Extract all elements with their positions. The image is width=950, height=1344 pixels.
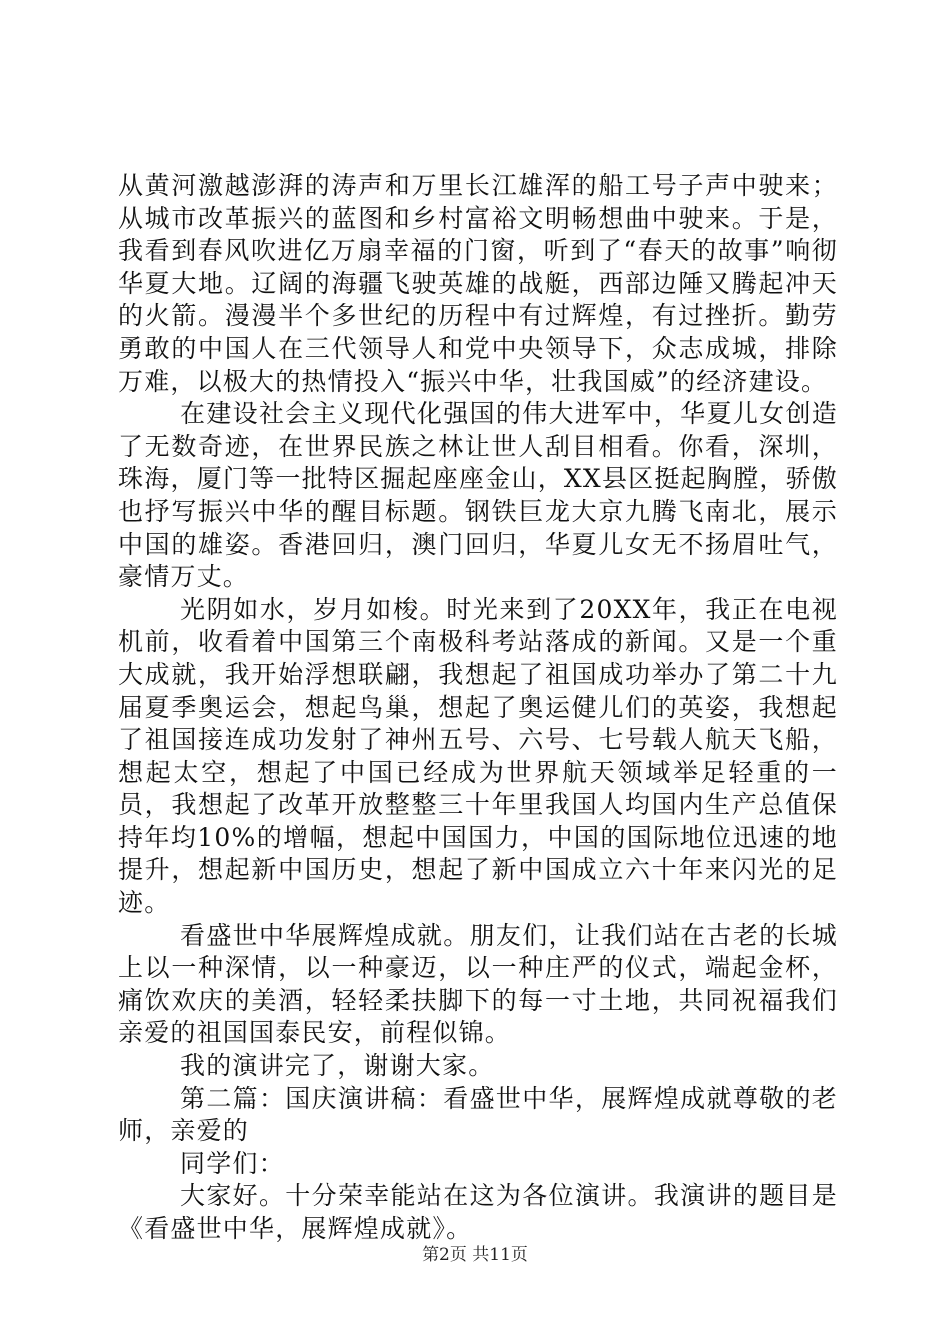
paragraph-time: 光阴如水，岁月如梭。时光来到了20XX年，我正在电视机前，收看着中国第三个南极科考站落成的新闻。又是一个重大成就，我开始浮想联翩，我想起了祖国成功举办了第二十九届夏季奥运会，想起鸟巢，想起了奥运健儿们的英姿，我想起了祖国接连成功发射了神州五号、六号、七号载人航天飞船，想起太空，想起了中国已经成为世界航天领域举足轻重的一员，我想起了改革开放整整三十年里我国人均国内生产总值保持年均10%的增幅，想起中国国力，中国的国际地位迅速的地提升，想起新中国历史，想起了新中国成立六十年来闪光的足迹。 xyxy=(118,594,838,918)
paragraph-greeting: 大家好。十分荣幸能站在这为各位演讲。我演讲的题目是《看盛世中华，展辉煌成就》。 xyxy=(118,1181,838,1243)
paragraph-construction: 在建设社会主义现代化强国的伟大进军中，华夏儿女创造了无数奇迹，在世界民族之林让世人刮目相看。你看，深圳，珠海，厦门等一批特区掘起座座金山，XX县区挺起胸膛，骄傲也抒写振兴中华的醒目标题。钢铁巨龙大京九腾飞南北，展示中国的雄姿。香港回归，澳门回归，华夏儿女无不扬眉吐气，豪情万丈。 xyxy=(118,399,838,592)
salutation: 同学们： xyxy=(180,1148,285,1178)
paragraph-continuation: 从黄河激越澎湃的涛声和万里长江雄浑的船工号子声中驶来；从城市改革振兴的蓝图和乡村富裕文明畅想曲中驶来。于是，我看到春风吹进亿万扇幸福的门窗，听到了“春天的故事”响彻华夏大地。辽阔的海疆飞驶英雄的战艇，西部边陲又腾起冲天的火箭。漫漫半个多世纪的历程中有过辉煌，有过挫折。勤劳勇敢的中国人在三代领导人和党中央领导下，众志成城，排除万难，以极大的热情投入“振兴中华，壮我国威”的经济建设。 xyxy=(118,171,838,396)
section-heading: 第二篇：国庆演讲稿：看盛世中华，展辉煌成就尊敬的老师，亲爱的 xyxy=(118,1083,838,1146)
document-body xyxy=(118,170,838,1246)
paragraph-closing: 我的演讲完了，谢谢大家。 xyxy=(180,1051,495,1081)
page-number-footer: 第2页 共11页 xyxy=(422,1245,528,1265)
paragraph-celebration: 看盛世中华展辉煌成就。朋友们，让我们站在古老的长城上以一种深情，以一种豪迈，以一种庄严的仪式，端起金杯，痛饮欢庆的美酒，轻轻柔扶脚下的每一寸土地，共同祝福我们亲爱的祖国国泰民安，前程似锦。 xyxy=(118,920,838,1048)
